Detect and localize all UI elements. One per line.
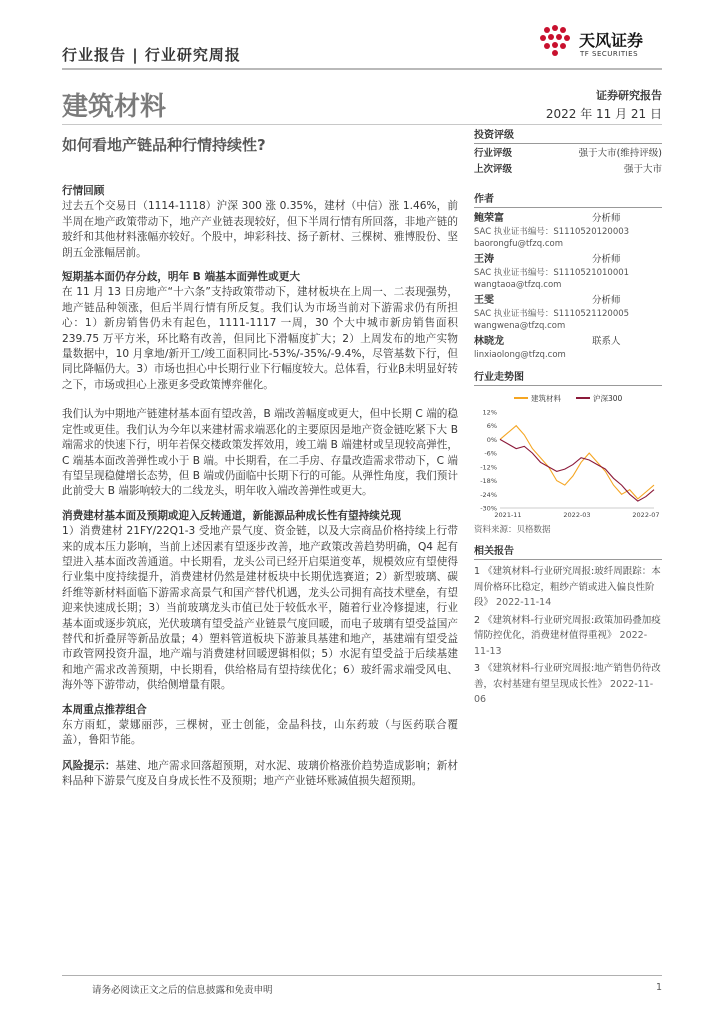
author-name: 林晓龙 [474,336,504,347]
risk-label: 风险提示： [62,759,116,772]
report-type: 证券研究报告 [596,89,662,102]
chart-source: 资料来源：贝格数据 [474,525,551,535]
author-email[interactable]: baorongfu@tfzq.com [474,239,564,249]
author-role: 分析师 [592,254,621,265]
x-tick-label: 2022-07 [632,511,660,519]
y-tick-label: 12% [482,408,497,417]
author-heading: 作者 [474,190,662,208]
rating-row [474,146,662,162]
page-number: 1 [655,982,662,993]
author-cert: SAC 执业证书编号：S1110520120003 [474,227,630,237]
author-entry [474,335,662,361]
related-report[interactable] [474,564,662,611]
related-heading: 相关报告 [474,542,662,560]
legend-label: 沪深300 [593,394,623,403]
author-name: 王涛 [474,254,494,265]
trend-heading: 行业走势图 [474,368,662,386]
logo-icon [535,22,575,62]
y-tick-label: -6% [484,449,497,458]
related-date: 2022-11-06 [474,678,654,705]
author-role: 分析师 [592,213,621,224]
author-entry [474,253,662,291]
rating-key: 行业评级 [474,148,513,159]
related-report[interactable] [474,661,662,708]
author-email[interactable]: linxiaolong@tfzq.com [474,350,566,360]
rating-panel [474,126,662,178]
related-title[interactable]: 1 《建筑材料-行业研究周报:玻纤周跟踪：本周价格环比稳定，粗纱产销或进入偏良性阶段》 [474,566,661,608]
sector-title: 建筑材料 [62,92,167,122]
report-title: 如何看地产链品种行情持续性? [62,136,266,154]
trend-chart [474,390,662,522]
report-date: 2022 年 11 月 21 日 [545,107,662,121]
title-divider [62,124,662,125]
x-tick-label: 2022-03 [563,511,591,519]
risk-text: 基建、地产需求回落超预期，对水泥、玻璃价格涨价趋势造成影响；新材料品种下游景气度及自身成长性不及预期；地产产业链坏账减值损失超预期。 [62,759,458,788]
paragraph: 1）消费建材 21FY/22Q1-3 受地产景气度、资金链，以及大宗商品价格持续上行带来的成本压力影响，当前上述因素有望逐步改善，地产政策改善趋势明确，Q4 起有望进入基本面改善通道。中长期看，龙头公司已经开启渠道变革，规模效应有望使得行业集中度持续提升，消费建材仍然是建材板块中长期优选赛道；2）新型玻璃、碳纤维等新材料面临下游需求高景气和国产替代机遇，龙头公司拥有高技术壁垒，有望迎来快速成长期；3）当前玻璃龙头市值已处于较低水平，随着行业冷修提速，行业基本面或逐步筑底，光伏玻璃有望受益产业链景气度回暖，而电子玻璃有望受益国产替代和折叠屏等新品放量；4）塑料管道板块下游兼具基建和地产，基建端有望受益市政管网投资升温，地产端与消费建材回暖逻辑相似；5）水泥有望受益于后续基建和地产需求改善预期，中长期看，供给格局有望持续优化；6）玻纤需求端受风电、海外等下游带动，供给侧增量有限。 [62,525,458,692]
author-name: 鲍荣富 [474,213,504,224]
rating-value: 强于大市(维持评级) [578,148,662,159]
rating-row [474,162,662,178]
related-report[interactable] [474,613,662,660]
series-line [500,426,654,499]
author-role: 分析师 [592,295,621,306]
author-cert: SAC 执业证书编号：S1110521010001 [474,268,630,278]
company-logo [535,22,665,66]
y-tick-label: -30% [480,504,497,513]
paragraph: 在 11 月 13 日房地产“十六条”支持政策带动下，建材板块在上周一、二表现强势，地产链品种领涨，但后半周行情有所反复。我们认为市场当前对下游需求仍有所担心：1）新房销售仍未有起色，1111-1117 一周，30 个大中城市新房销售面积 239.75 万平方米，环比略有改善，但同比下滑幅度扩大；2）上周发布的地产实物量数据中，10 月拿地/新开工/竣工面积同比-53%/-35%/-9.4%，尽管基数下行，但同比降幅仍大。3）市场也担心中长期行业下行幅度较大。总体看，行业β未明显好转之下，市场或担心上涨更多受政策博弈催化。 [62,286,458,391]
paragraph: 东方雨虹，蒙娜丽莎，三棵树，亚士创能，金晶科技，山东药玻（与医药联合覆盖），鲁阳节能。 [62,719,458,747]
section-heading: 行情回顾 [62,185,105,197]
paragraph: 过去五个交易日（1114-1118）沪深 300 涨 0.35%，建材（中信）涨 1.46%，前半周在地产政策带动下，地产产业链表现较好，但下半周行情有所回落，非地产链的玻纤和其他材料涨幅亦较好。个股中，坤彩科技、扬子新材、三棵树、雅博股份、坚朗五金涨幅居前。 [62,200,458,259]
paragraph: 我们认为中期地产链建材基本面有望改善，B 端改善幅度或更大，但中长期 C 端的稳定性或更佳。我们认为今年以来建材需求端恶化的主要原因是地产资金链吃紧下大 B 端需求的快速下行，明年若保交楼政策发挥效用，竣工端 B 端建材或呈现较高弹性，C 端基本面改善弹性或小于 B 端。中长期看，在二手房、存量改造需求带动下，C 端有望呈现稳健增长态势，但 B 端或仍面临中长期下行的可能。从弹性角度，我们预计此前受大 B 端影响较大的二线龙头，明年收入端改善弹性或更大。 [62,408,458,498]
author-entry [474,212,662,250]
legend-label: 建筑材料 [531,394,561,403]
logo-en-text: TF SECURITIES [580,50,639,58]
footer-disclaimer: 请务必阅读正文之后的信息披露和免责申明 [92,985,273,996]
y-tick-label: 6% [486,422,497,431]
trend-panel [474,368,662,536]
rating-value: 强于大市 [623,164,662,175]
header-divider [62,68,662,70]
author-cert: SAC 执业证书编号：S1110521120005 [474,309,630,319]
x-tick-label: 2021-11 [494,511,522,519]
y-tick-label: -18% [480,477,497,486]
section-heading: 短期基本面仍存分歧，明年 B 端基本面弹性或更大 [62,271,300,284]
section-heading: 本周重点推荐组合 [62,703,147,716]
y-tick-label: -24% [480,490,497,499]
footer-divider [62,975,662,976]
author-role: 联系人 [592,336,621,347]
main-content [62,178,458,799]
related-title[interactable]: 2 《建筑材料-行业研究周报:政策加码叠加疫情防控优化，消费建材值得重视》 [474,614,661,641]
author-name: 王雯 [474,295,494,306]
report-category: 行业报告 | 行业研究周报 [62,46,241,64]
rating-heading: 投资评级 [474,126,662,144]
section-heading: 消费建材基本面及预期或迎入反转通道，新能源品种成长性有望持续兑现 [62,509,401,522]
related-date: 2022-11-13 [474,630,648,657]
logo-cn-text: 天风证券 [579,31,644,50]
author-email[interactable]: wangwena@tfzq.com [474,321,566,331]
y-tick-label: 0% [486,435,497,444]
related-panel [474,542,662,708]
author-entry [474,294,662,332]
related-title[interactable]: 3 《建筑材料-行业研究周报:地产销售仍待改善，农村基建有望呈现成长性》 [474,663,661,690]
y-tick-label: -12% [480,463,497,472]
author-panel [474,190,662,361]
rating-key: 上次评级 [474,164,513,175]
risk-paragraph [62,759,458,790]
author-email[interactable]: wangtaoa@tfzq.com [474,280,562,290]
related-date: 2022-11-14 [496,597,552,608]
